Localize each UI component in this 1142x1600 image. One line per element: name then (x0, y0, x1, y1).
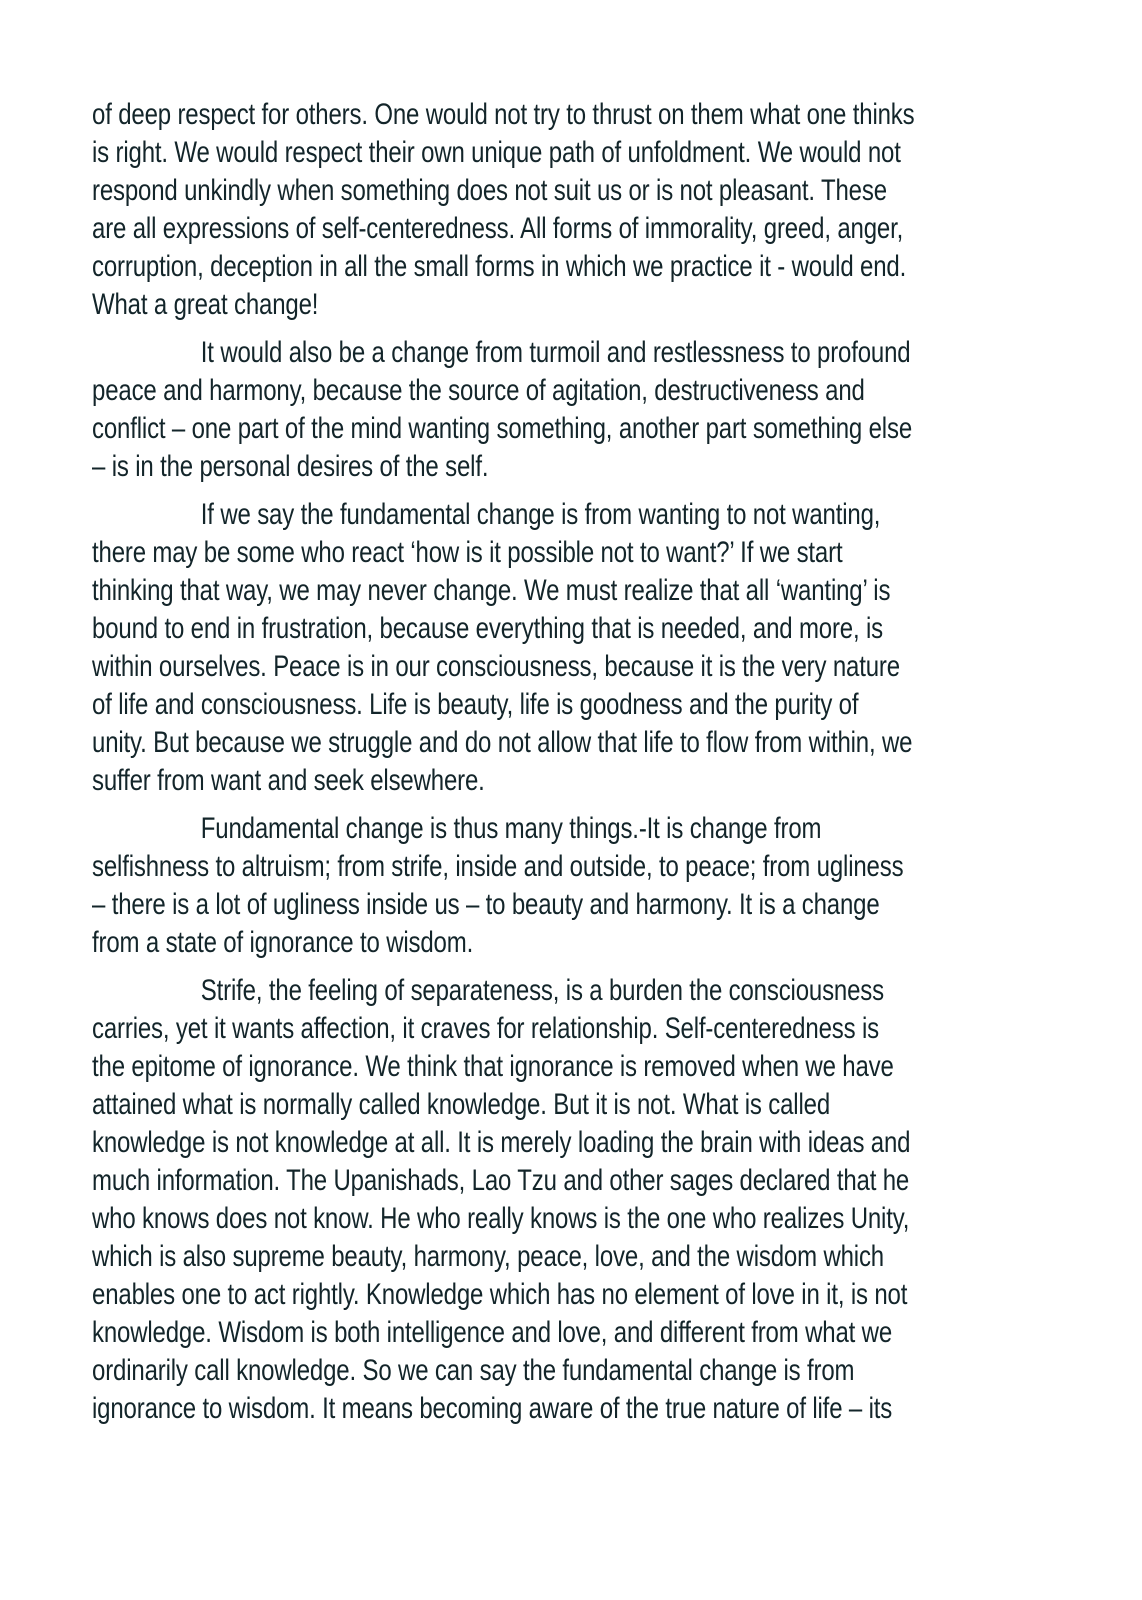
paragraph-5 (92, 972, 1052, 1428)
text-line: there may be some who react ‘how is it possible not to want?’ If we start (92, 536, 843, 569)
text-line: Strife, the feeling of separateness, is a burden the consciousness (200, 974, 885, 1007)
text-line: of life and consciousness. Life is beauty, life is goodness and the purity of (92, 688, 859, 721)
text-line: It would also be a change from turmoil and restlessness to profound (200, 336, 911, 369)
text-line: respond unkindly when something does not suit us or is not pleasant. These (92, 174, 887, 207)
text-line: are all expressions of self-centeredness. All forms of immorality, greed, anger, (92, 212, 904, 245)
text-line: who knows does not know. He who really knows is the one who realizes Unity, (92, 1202, 910, 1235)
text-line: attained what is normally called knowledge. But it is not. What is called (92, 1088, 831, 1121)
text-line: knowledge. Wisdom is both intelligence and love, and different from what we (92, 1316, 893, 1349)
text-line: within ourselves. Peace is in our consciousness, because it is the very nature (92, 650, 900, 683)
text-line: from a state of ignorance to wisdom. (92, 926, 474, 959)
text-line: the epitome of ignorance. We think that ignorance is removed when we have (92, 1050, 894, 1083)
text-line: conflict – one part of the mind wanting something, another part something else (92, 412, 913, 445)
text-line: suffer from want and seek elsewhere. (92, 764, 485, 797)
text-line: ordinarily call knowledge. So we can say the fundamental change is from (92, 1354, 855, 1387)
text-line: – there is a lot of ugliness inside us – to beauty and harmony. It is a change (92, 888, 880, 921)
paragraph-1 (92, 96, 1052, 324)
paragraph-3 (92, 496, 1052, 800)
document-page (92, 96, 1052, 1438)
text-line: – is in the personal desires of the self. (92, 450, 489, 483)
text-line: thinking that way, we may never change. We must realize that all ‘wanting’ is (92, 574, 891, 607)
text-line: carries, yet it wants affection, it craves for relationship. Self-centeredness is (92, 1012, 879, 1045)
text-line: What a great change! (92, 288, 319, 321)
text-line: unity. But because we struggle and do not allow that life to flow from within, we (92, 726, 913, 759)
text-line: If we say the fundamental change is from wanting to not wanting, (200, 498, 881, 531)
paragraph-4 (92, 810, 1052, 962)
text-line: is right. We would respect their own unique path of unfoldment. We would not (92, 136, 901, 169)
text-line: knowledge is not knowledge at all. It is merely loading the brain with ideas and (92, 1126, 911, 1159)
paragraph-2 (92, 334, 1052, 486)
text-line: selfishness to altruism; from strife, inside and outside, to peace; from ugliness (92, 850, 904, 883)
text-line: much information. The Upanishads, Lao Tzu and other sages declared that he (92, 1164, 910, 1197)
text-line: Fundamental change is thus many things.-It is change from (200, 812, 822, 845)
text-line: ignorance to wisdom. It means becoming aware of the true nature of life – its (92, 1392, 893, 1425)
text-line: bound to end in frustration, because everything that is needed, and more, is (92, 612, 884, 645)
text-line: which is also supreme beauty, harmony, peace, love, and the wisdom which (92, 1240, 884, 1273)
text-line: enables one to act rightly. Knowledge which has no element of love in it, is not (92, 1278, 908, 1311)
text-line: corruption, deception in all the small forms in which we practice it - would end. (92, 250, 907, 283)
text-line: peace and harmony, because the source of agitation, destructiveness and (92, 374, 865, 407)
text-line: of deep respect for others. One would not try to thrust on them what one thinks (92, 98, 915, 131)
